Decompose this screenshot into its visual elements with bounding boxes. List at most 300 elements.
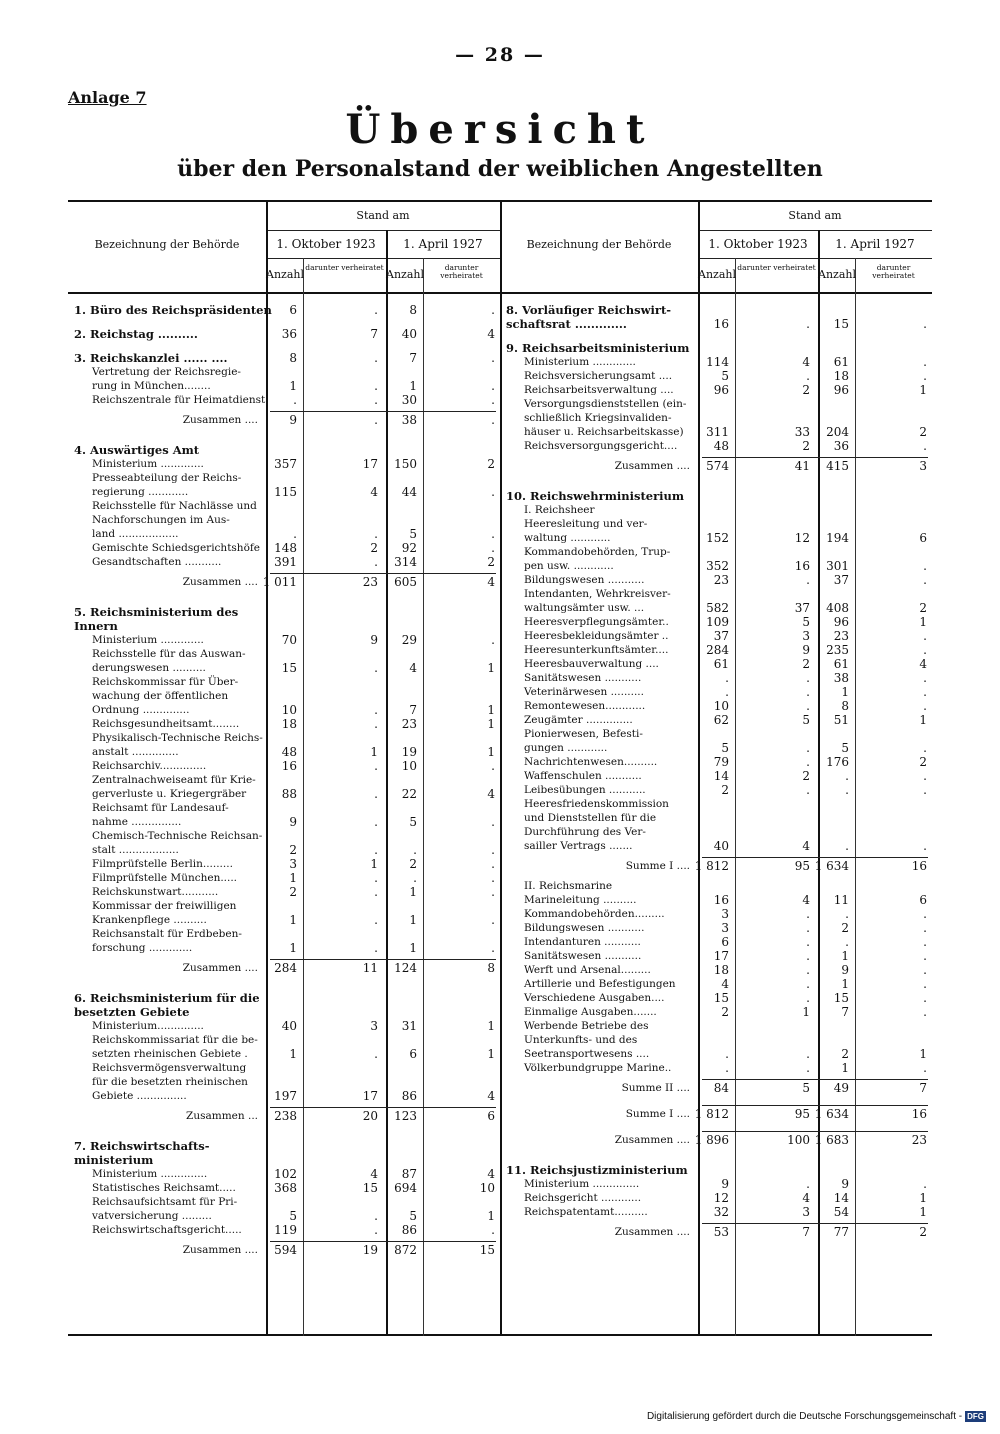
page-number: — 28 — bbox=[455, 44, 545, 66]
section-heading: 8. Vorläufiger Reichswirt- bbox=[506, 303, 672, 317]
cell-value: 40 bbox=[713, 839, 729, 853]
cell-value: 14 bbox=[833, 1191, 849, 1205]
cell-value: 86 bbox=[401, 1223, 417, 1237]
cell-value: 4 bbox=[370, 1167, 378, 1181]
cell-value: 61 bbox=[833, 355, 849, 369]
cell-value: 7 bbox=[919, 1081, 927, 1095]
section-heading: 5. Reichsministerium des bbox=[74, 605, 239, 619]
cell-value: . bbox=[293, 393, 297, 407]
cell-value: . bbox=[491, 413, 495, 427]
cell-value: 4 bbox=[409, 661, 417, 675]
cell-value: . bbox=[491, 351, 495, 365]
cell-value: . bbox=[923, 1005, 927, 1019]
cell-value: 1 634 bbox=[814, 1107, 849, 1121]
cell-value: 7 bbox=[841, 1005, 849, 1019]
cell-value: . bbox=[923, 783, 927, 797]
cell-value: 10 bbox=[401, 759, 417, 773]
cell-value: 1 812 bbox=[694, 1107, 729, 1121]
cell-value: 204 bbox=[826, 425, 849, 439]
row-label: Werft und Arsenal......... bbox=[524, 964, 651, 976]
cell-value: . bbox=[491, 857, 495, 871]
cell-value: . bbox=[806, 369, 810, 383]
cell-value: 2 bbox=[409, 857, 417, 871]
cell-value: 352 bbox=[706, 559, 729, 573]
cell-value: . bbox=[491, 527, 495, 541]
row-label: Kommandobehörden, Trup- bbox=[524, 546, 671, 558]
cell-value: 11 bbox=[833, 893, 849, 907]
cell-value: 605 bbox=[394, 575, 417, 589]
row-label: pen usw. ............ bbox=[524, 560, 614, 572]
cell-value: 1 bbox=[289, 913, 297, 927]
cell-value: 148 bbox=[274, 541, 297, 555]
cell-value: 235 bbox=[826, 643, 849, 657]
cell-value: 102 bbox=[274, 1167, 297, 1181]
cell-value: . bbox=[491, 541, 495, 555]
row-label: Marineleitung .......... bbox=[524, 894, 637, 906]
row-label: Durchführung des Ver- bbox=[524, 826, 646, 838]
cell-value: 1 bbox=[409, 941, 417, 955]
header-rule-2 bbox=[698, 258, 932, 259]
table-bottom-rule bbox=[500, 1334, 932, 1336]
cell-value: 54 bbox=[833, 1205, 849, 1219]
cell-value: 197 bbox=[274, 1089, 297, 1103]
cell-value: 40 bbox=[401, 327, 417, 341]
cell-value: . bbox=[491, 393, 495, 407]
cell-value: 16 bbox=[794, 559, 810, 573]
cell-value: 1 bbox=[409, 379, 417, 393]
cell-value: 7 bbox=[409, 703, 417, 717]
row-label: Gesandtschaften ........... bbox=[92, 556, 222, 568]
cell-value: 357 bbox=[274, 457, 297, 471]
cell-value: . bbox=[491, 843, 495, 857]
cell-value: 7 bbox=[409, 351, 417, 365]
cell-value: 1 bbox=[919, 713, 927, 727]
cell-value: 2 bbox=[802, 383, 810, 397]
cell-value: 2 bbox=[721, 1005, 729, 1019]
section-heading: 9. Reichsarbeitsministerium bbox=[506, 341, 690, 355]
cell-value: 5 bbox=[802, 615, 810, 629]
cell-value: 2 bbox=[919, 755, 927, 769]
cell-value: 3 bbox=[370, 1019, 378, 1033]
cell-value: . bbox=[374, 759, 378, 773]
header-anzahl: Anzahl bbox=[818, 268, 856, 281]
row-label: rung in München........ bbox=[92, 380, 211, 392]
cell-value: . bbox=[293, 527, 297, 541]
cell-value: 19 bbox=[362, 1243, 378, 1257]
cell-value: 16 bbox=[911, 859, 927, 873]
cell-value: . bbox=[491, 759, 495, 773]
cell-value: . bbox=[413, 843, 417, 857]
cell-value: . bbox=[923, 317, 927, 331]
cell-value: 2 bbox=[487, 457, 495, 471]
cell-value: 16 bbox=[911, 1107, 927, 1121]
cell-value: 1 bbox=[487, 703, 495, 717]
cell-value: 9 bbox=[289, 413, 297, 427]
cell-value: 5 bbox=[802, 1081, 810, 1095]
cell-value: 9 bbox=[370, 633, 378, 647]
row-label: Reichsstelle für Nachlässe und bbox=[92, 500, 257, 512]
cell-value: 33 bbox=[794, 425, 810, 439]
cell-value: 20 bbox=[362, 1109, 378, 1123]
cell-value: 31 bbox=[401, 1019, 417, 1033]
row-label: Reichsaufsichtsamt für Pri- bbox=[92, 1196, 238, 1208]
sum-rule bbox=[702, 1223, 928, 1224]
sum-rule bbox=[702, 1079, 928, 1080]
cell-value: . bbox=[413, 871, 417, 885]
header-stand-am: Stand am bbox=[356, 209, 410, 222]
cell-value: . bbox=[845, 769, 849, 783]
cell-value: . bbox=[374, 787, 378, 801]
row-label: Waffenschulen ........... bbox=[524, 770, 642, 782]
row-label: Vertretung der Reichsregie- bbox=[92, 366, 241, 378]
row-label: Statistisches Reichsamt..... bbox=[92, 1182, 236, 1194]
row-label: Völkerbundgruppe Marine.. bbox=[524, 1062, 672, 1074]
row-label: Zeugämter .............. bbox=[524, 714, 633, 726]
cell-value: 368 bbox=[274, 1181, 297, 1195]
cell-value: . bbox=[374, 1209, 378, 1223]
cell-value: 284 bbox=[274, 961, 297, 975]
row-label: Verschiedene Ausgaben.... bbox=[524, 992, 665, 1004]
cell-value: 5 bbox=[721, 369, 729, 383]
cell-value: 238 bbox=[274, 1109, 297, 1123]
cell-value: 23 bbox=[713, 573, 729, 587]
header-behoerde: Bezeichnung der Behörde bbox=[94, 238, 240, 251]
cell-value: 11 bbox=[362, 961, 378, 975]
cell-value: 1 bbox=[289, 941, 297, 955]
row-label: Gemischte Schiedsgerichtshöfe bbox=[92, 542, 260, 554]
row-label: Reichsarbeitsverwaltung .... bbox=[524, 384, 674, 396]
row-label: Sanitätswesen ........... bbox=[524, 950, 642, 962]
cell-value: 119 bbox=[274, 1223, 297, 1237]
section-heading: Innern bbox=[74, 619, 118, 633]
section-heading: 6. Reichsministerium für die bbox=[74, 991, 260, 1005]
cell-value: 15 bbox=[833, 991, 849, 1005]
cell-value: 4 bbox=[487, 1089, 495, 1103]
cell-value: 8 bbox=[841, 699, 849, 713]
cell-value: 17 bbox=[362, 1089, 378, 1103]
sum-label: Zusammen .... bbox=[182, 1244, 258, 1256]
cell-value: 32 bbox=[713, 1205, 729, 1219]
cell-value: . bbox=[374, 379, 378, 393]
cell-value: 38 bbox=[833, 671, 849, 685]
cell-value: 2 bbox=[919, 425, 927, 439]
cell-value: . bbox=[491, 815, 495, 829]
cell-value: . bbox=[923, 699, 927, 713]
row-label: Veterinärwesen .......... bbox=[524, 686, 644, 698]
cell-value: 15 bbox=[833, 317, 849, 331]
cell-value: 36 bbox=[281, 327, 297, 341]
cell-value: 2 bbox=[289, 885, 297, 899]
table-top-rule bbox=[68, 200, 500, 202]
cell-value: 2 bbox=[802, 657, 810, 671]
row-label: setzten rheinischen Gebiete . bbox=[92, 1048, 248, 1060]
row-label: Reichszentrale für Heimatdienst bbox=[92, 394, 266, 406]
cell-value: 2 bbox=[841, 1047, 849, 1061]
cell-value: . bbox=[806, 755, 810, 769]
cell-value: . bbox=[806, 573, 810, 587]
table-top-rule bbox=[500, 200, 932, 202]
cell-value: 4 bbox=[802, 893, 810, 907]
header-date-1927: 1. April 1927 bbox=[835, 237, 915, 251]
cell-value: . bbox=[374, 303, 378, 317]
row-label: Artillerie und Befestigungen bbox=[524, 978, 676, 990]
dfg-logo-icon: DFG bbox=[967, 1412, 984, 1421]
cell-value: 194 bbox=[826, 531, 849, 545]
cell-value: . bbox=[923, 685, 927, 699]
cell-value: 15 bbox=[281, 661, 297, 675]
cell-value: . bbox=[806, 783, 810, 797]
cell-value: 6 bbox=[289, 303, 297, 317]
cell-value: 872 bbox=[394, 1243, 417, 1257]
cell-value: . bbox=[923, 741, 927, 755]
cell-value: 16 bbox=[713, 317, 729, 331]
row-label: Ministerium.............. bbox=[92, 1020, 204, 1032]
cell-value: 61 bbox=[833, 657, 849, 671]
cell-value: 115 bbox=[274, 485, 297, 499]
cell-value: 4 bbox=[487, 1167, 495, 1181]
cell-value: 3 bbox=[289, 857, 297, 871]
cell-value: 30 bbox=[401, 393, 417, 407]
cell-value: 10 bbox=[713, 699, 729, 713]
cell-value: . bbox=[845, 839, 849, 853]
header-bottom-rule bbox=[500, 292, 932, 294]
cell-value: 4 bbox=[370, 485, 378, 499]
sum-rule bbox=[702, 1131, 928, 1132]
cell-value: 5 bbox=[802, 713, 810, 727]
row-label: anstalt .............. bbox=[92, 746, 179, 758]
cell-value: 4 bbox=[487, 327, 495, 341]
cell-value: 77 bbox=[833, 1225, 849, 1239]
cell-value: 4 bbox=[919, 657, 927, 671]
cell-value: 408 bbox=[826, 601, 849, 615]
footer bbox=[647, 1411, 986, 1422]
row-label: Reichskommissariat für die be- bbox=[92, 1034, 258, 1046]
cell-value: . bbox=[491, 941, 495, 955]
cell-value: 10 bbox=[479, 1181, 495, 1195]
cell-value: . bbox=[806, 907, 810, 921]
cell-value: 15 bbox=[713, 991, 729, 1005]
sum-label: Zusammen .... bbox=[614, 1226, 690, 1238]
cell-value: 23 bbox=[833, 629, 849, 643]
sum-label: Summe I .... bbox=[625, 1108, 690, 1120]
cell-value: 1 011 bbox=[262, 575, 297, 589]
row-label: Reichsgesundheitsamt........ bbox=[92, 718, 240, 730]
row-label: Ministerium ............. bbox=[92, 458, 204, 470]
row-label: Heeresbauverwaltung .... bbox=[524, 658, 659, 670]
cell-value: 3 bbox=[919, 459, 927, 473]
row-label: gerverluste u. Kriegergräber bbox=[92, 788, 247, 800]
cell-value: 114 bbox=[706, 355, 729, 369]
sum-label: Summe I .... bbox=[625, 860, 690, 872]
cell-value: . bbox=[806, 317, 810, 331]
cell-value: 1 bbox=[289, 1047, 297, 1061]
col-rule bbox=[423, 258, 424, 1336]
cell-value: 314 bbox=[394, 555, 417, 569]
cell-value: 29 bbox=[401, 633, 417, 647]
header-anzahl: Anzahl bbox=[386, 268, 424, 281]
cell-value: 4 bbox=[802, 1191, 810, 1205]
page-title: Übersicht bbox=[345, 106, 655, 153]
cell-value: . bbox=[374, 703, 378, 717]
row-label: Presseabteilung der Reichs- bbox=[92, 472, 242, 484]
cell-value: 36 bbox=[833, 439, 849, 453]
row-label: Heeresverpflegungsämter.. bbox=[524, 616, 669, 628]
cell-value: 40 bbox=[281, 1019, 297, 1033]
cell-value: . bbox=[845, 907, 849, 921]
cell-value: . bbox=[923, 963, 927, 977]
row-label: schließlich Kriegsinvaliden- bbox=[524, 412, 672, 424]
cell-value: 109 bbox=[706, 615, 729, 629]
cell-value: . bbox=[374, 885, 378, 899]
footer-text: Digitalisierung gefördert durch die Deutsche Forschungsgemeinschaft - bbox=[646, 1411, 963, 1422]
cell-value: 96 bbox=[833, 615, 849, 629]
row-label: Kommissar der freiwilligen bbox=[92, 900, 237, 912]
cell-value: 5 bbox=[289, 1209, 297, 1223]
cell-value: . bbox=[374, 843, 378, 857]
sum-label: Zusammen .... bbox=[614, 460, 690, 472]
cell-value: 49 bbox=[833, 1081, 849, 1095]
cell-value: 2 bbox=[841, 921, 849, 935]
row-label: für die besetzten rheinischen bbox=[92, 1076, 248, 1088]
header-anzahl: Anzahl bbox=[266, 268, 304, 281]
row-label: Heeresleitung und ver- bbox=[524, 518, 648, 530]
cell-value: 1 bbox=[919, 383, 927, 397]
header-rule-1 bbox=[698, 230, 932, 231]
sum-label: Zusammen .... bbox=[182, 962, 258, 974]
cell-value: 1 bbox=[919, 1047, 927, 1061]
cell-value: . bbox=[806, 921, 810, 935]
cell-value: . bbox=[923, 439, 927, 453]
cell-value: . bbox=[806, 991, 810, 1005]
cell-value: 594 bbox=[274, 1243, 297, 1257]
row-label: I. Reichsheer bbox=[524, 504, 595, 516]
cell-value: . bbox=[806, 977, 810, 991]
cell-value: . bbox=[374, 413, 378, 427]
row-label: Nachrichtenwesen.......... bbox=[524, 756, 658, 768]
cell-value: 100 bbox=[787, 1133, 810, 1147]
cell-value: . bbox=[923, 935, 927, 949]
cell-value: . bbox=[806, 741, 810, 755]
cell-value: 1 bbox=[370, 857, 378, 871]
cell-value: 6 bbox=[487, 1109, 495, 1123]
row-label: Krankenpflege .......... bbox=[92, 914, 207, 926]
cell-value: 1 bbox=[487, 1047, 495, 1061]
cell-value: 124 bbox=[394, 961, 417, 975]
cell-value: 311 bbox=[706, 425, 729, 439]
table-bottom-rule bbox=[68, 1334, 500, 1336]
cell-value: . bbox=[491, 871, 495, 885]
row-label: waltung ............ bbox=[524, 532, 611, 544]
cell-value: 2 bbox=[919, 601, 927, 615]
section-heading: 4. Auswärtiges Amt bbox=[74, 443, 200, 457]
cell-value: 96 bbox=[713, 383, 729, 397]
cell-value: 5 bbox=[409, 815, 417, 829]
cell-value: 3 bbox=[802, 629, 810, 643]
cell-value: 1 bbox=[409, 885, 417, 899]
cell-value: 2 bbox=[487, 555, 495, 569]
cell-value: . bbox=[491, 485, 495, 499]
cell-value: . bbox=[374, 351, 378, 365]
cell-value: . bbox=[806, 671, 810, 685]
cell-value: 7 bbox=[370, 327, 378, 341]
cell-value: 19 bbox=[401, 745, 417, 759]
section-heading: 7. Reichswirtschafts- bbox=[74, 1139, 210, 1153]
cell-value: 44 bbox=[401, 485, 417, 499]
header-bottom-rule bbox=[68, 292, 500, 294]
cell-value: . bbox=[806, 1047, 810, 1061]
cell-value: 1 bbox=[370, 745, 378, 759]
cell-value: 8 bbox=[409, 303, 417, 317]
cell-value: 14 bbox=[713, 769, 729, 783]
cell-value: 1 896 bbox=[694, 1133, 729, 1147]
cell-value: 41 bbox=[794, 459, 810, 473]
section-heading: 11. Reichsjustizministerium bbox=[506, 1163, 688, 1177]
sum-rule bbox=[270, 959, 496, 960]
sum-label: Zusammen .... bbox=[614, 1134, 690, 1146]
header-date-1923: 1. Oktober 1923 bbox=[276, 237, 376, 251]
cell-value: 16 bbox=[713, 893, 729, 907]
cell-value: 152 bbox=[706, 531, 729, 545]
row-label: derungswesen .......... bbox=[92, 662, 206, 674]
cell-value: 12 bbox=[713, 1191, 729, 1205]
cell-value: . bbox=[923, 1061, 927, 1075]
cell-value: . bbox=[806, 963, 810, 977]
cell-value: 4 bbox=[487, 575, 495, 589]
cell-value: 86 bbox=[401, 1089, 417, 1103]
section-heading: 2. Reichstag .......... bbox=[74, 327, 198, 341]
cell-value: . bbox=[923, 671, 927, 685]
cell-value: 95 bbox=[794, 859, 810, 873]
cell-value: 574 bbox=[706, 459, 729, 473]
cell-value: 6 bbox=[721, 935, 729, 949]
cell-value: . bbox=[806, 1061, 810, 1075]
cell-value: 1 bbox=[919, 1205, 927, 1219]
cell-value: 301 bbox=[826, 559, 849, 573]
row-label: gungen ............ bbox=[524, 742, 608, 754]
right-table bbox=[500, 200, 932, 1336]
cell-value: . bbox=[923, 839, 927, 853]
cell-value: 87 bbox=[401, 1167, 417, 1181]
cell-value: 1 bbox=[487, 1019, 495, 1033]
cell-value: 61 bbox=[713, 657, 729, 671]
cell-value: 92 bbox=[401, 541, 417, 555]
cell-value: 5 bbox=[409, 527, 417, 541]
cell-value: 4 bbox=[721, 977, 729, 991]
cell-value: . bbox=[374, 555, 378, 569]
sum-rule bbox=[702, 457, 928, 458]
sum-label: Summe II .... bbox=[621, 1082, 690, 1094]
cell-value: 2 bbox=[919, 1225, 927, 1239]
cell-value: 53 bbox=[713, 1225, 729, 1239]
row-label: Physikalisch-Technische Reichs- bbox=[92, 732, 263, 744]
cell-value: 1 bbox=[409, 913, 417, 927]
cell-value: 23 bbox=[911, 1133, 927, 1147]
cell-value: . bbox=[923, 629, 927, 643]
row-label: Reichsversorgungsgericht.... bbox=[524, 440, 678, 452]
sum-rule bbox=[270, 411, 496, 412]
cell-value: 8 bbox=[289, 351, 297, 365]
cell-value: 391 bbox=[274, 555, 297, 569]
cell-value: . bbox=[491, 913, 495, 927]
cell-value: 1 bbox=[487, 717, 495, 731]
cell-value: 88 bbox=[281, 787, 297, 801]
cell-value: 2 bbox=[802, 439, 810, 453]
section-heading: 10. Reichswehrministerium bbox=[506, 489, 685, 503]
cell-value: 1 812 bbox=[694, 859, 729, 873]
cell-value: 62 bbox=[713, 713, 729, 727]
cell-value: 79 bbox=[713, 755, 729, 769]
cell-value: . bbox=[923, 769, 927, 783]
